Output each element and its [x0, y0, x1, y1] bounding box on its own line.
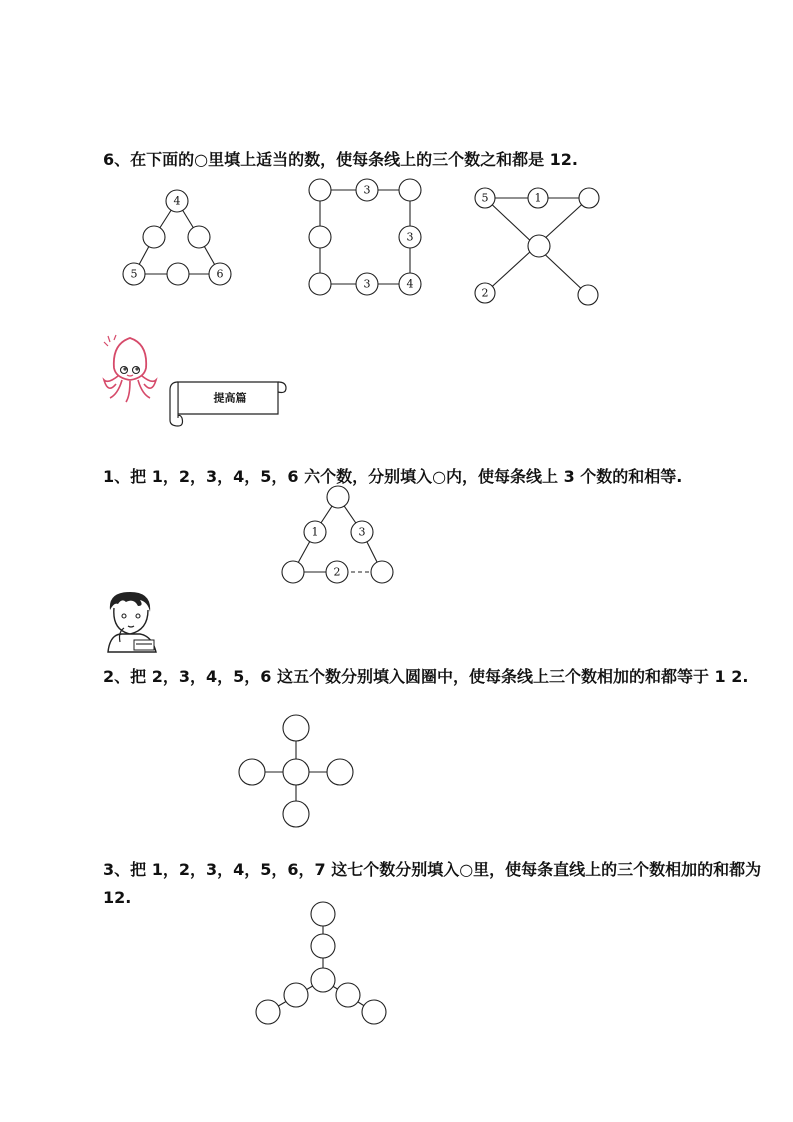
triangle-figure-advanced	[278, 483, 398, 587]
squid-mascot-icon	[100, 334, 160, 406]
triangle-num-top: 4	[173, 194, 181, 208]
cross-circle-top-right[interactable]	[579, 188, 599, 208]
triangle-num-bottom-right: 6	[216, 267, 224, 281]
adv-triangle-circle-bottom-left[interactable]	[282, 561, 304, 583]
plus-circle-center[interactable]	[283, 759, 309, 785]
banner-label: 提高篇	[213, 391, 247, 405]
y-circle-center[interactable]	[311, 968, 335, 992]
cross-num-top-mid: 1	[534, 191, 542, 205]
cross-circle-center[interactable]	[528, 235, 550, 257]
plus-circle-top[interactable]	[283, 715, 309, 741]
plus-circle-bottom[interactable]	[283, 801, 309, 827]
triangle-circle-left-mid[interactable]	[143, 226, 165, 248]
boy-thinking-icon	[100, 588, 164, 654]
triangle-circle-right-mid[interactable]	[188, 226, 210, 248]
triangle-figure	[118, 186, 240, 292]
square-num-top-mid: 3	[363, 183, 371, 197]
triangle-circle-bottom-mid[interactable]	[167, 263, 189, 285]
square-num-right-mid: 3	[406, 230, 414, 244]
triangle-num-bottom-left: 5	[130, 267, 138, 281]
square-num-bottom-mid: 3	[363, 277, 371, 291]
y-circle-right-end[interactable]	[362, 1000, 386, 1024]
advanced-question-1-text: 1、把 1，2，3，4，5，6 六个数，分别填入○内，使每条线上 3 个数的和相等.	[103, 467, 683, 486]
cross-num-top-left: 5	[481, 191, 489, 205]
y-circle-upper-mid[interactable]	[311, 934, 335, 958]
advanced-question-3-text: 3、把 1，2，3，4，5，6，7 这七个数分别填入○里，使每条直线上的三个数相加的和都为 12.	[103, 860, 762, 907]
y-circle-left-end[interactable]	[256, 1000, 280, 1024]
cross-figure	[470, 184, 605, 310]
adv-triangle-circle-bottom-right[interactable]	[371, 561, 393, 583]
adv-triangle-circle-top[interactable]	[327, 486, 349, 508]
square-circle-left-mid[interactable]	[309, 226, 331, 248]
plus-circle-right[interactable]	[327, 759, 353, 785]
y-circle-left-mid[interactable]	[284, 983, 308, 1007]
cross-num-bottom-left: 2	[481, 286, 489, 300]
y-figure	[252, 900, 392, 1030]
square-num-bottom-right: 4	[406, 277, 414, 291]
scroll-banner	[168, 374, 288, 430]
adv-triangle-num-right-mid: 3	[358, 525, 366, 539]
question-6-text: 6、在下面的○里填上适当的数，使每条线上的三个数之和都是 12.	[103, 150, 579, 169]
plus-circle-left[interactable]	[239, 759, 265, 785]
y-circle-right-mid[interactable]	[336, 983, 360, 1007]
advanced-question-2-text: 2、把 2，3，4，5，6 这五个数分别填入圆圈中，使每条线上三个数相加的和都等于 1 2.	[103, 667, 749, 686]
square-figure	[306, 176, 428, 300]
y-circle-top[interactable]	[311, 902, 335, 926]
plus-figure	[232, 710, 362, 834]
square-circle-bottom-left[interactable]	[309, 273, 331, 295]
adv-triangle-num-bottom-mid: 2	[333, 565, 341, 579]
square-circle-top-left[interactable]	[309, 179, 331, 201]
cross-circle-bottom-right[interactable]	[578, 285, 598, 305]
square-circle-top-right[interactable]	[399, 179, 421, 201]
adv-triangle-num-left-mid: 1	[311, 525, 319, 539]
